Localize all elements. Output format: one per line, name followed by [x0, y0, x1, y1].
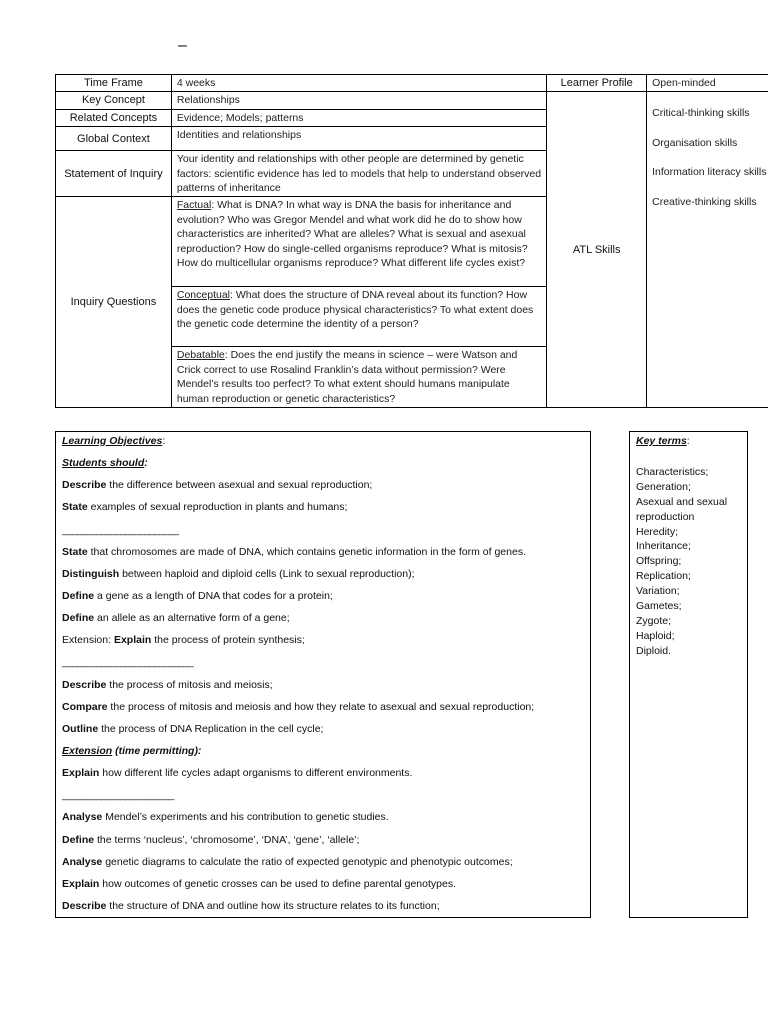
objective-item: Describe the process of mitosis and meiosis; — [62, 678, 273, 691]
key-term-item: Variation; — [636, 585, 680, 598]
students-should-heading: Students should: — [62, 457, 148, 470]
key-terms-heading: Key terms: — [636, 435, 690, 447]
extension-heading: Extension (time permitting): — [62, 744, 202, 757]
statement-of-inquiry-label: Statement of Inquiry — [56, 151, 172, 197]
section-separator: _______________________ — [62, 789, 174, 802]
key-term-item: Offspring; — [636, 555, 682, 568]
factual-text: : What is DNA? In what way is DNA the basis for inheritance and evolution? Who was Gregor Mendel and what work did he do to show how characteristics are inherited? What are alleles? What is sexual and asexual reproduction? How do single-celled organisms reproduce? What is mitosis? How do multicellular organisms reproduce? What different life cycles exist? — [176, 199, 528, 270]
key-term-item: Heredity; — [636, 525, 679, 538]
objective-item: Explain how different life cycles adapt organisms to different environments. — [62, 767, 413, 780]
key-term-item: Inheritance; — [636, 540, 691, 553]
objective-item: Outline the process of DNA Replication in the cell cycle; — [62, 722, 324, 735]
key-term-item: Characteristics; — [636, 465, 709, 478]
debatable-question-cell — [171, 347, 546, 408]
key-terms-box — [629, 431, 748, 918]
key-term-item: reproduction — [636, 510, 695, 523]
header-dash: – — [178, 37, 187, 54]
atl-skill-item: Organisation skills — [652, 136, 738, 149]
learner-profile-label: Learner Profile — [547, 75, 647, 92]
section-separator: ________________________ — [62, 523, 179, 536]
key-term-item: Zygote; — [636, 614, 672, 627]
section-separator: ___________________________ — [62, 656, 193, 669]
objective-item: Analyse Mendel’s experiments and his contribution to genetic studies. — [62, 811, 389, 824]
key-term-item: Replication; — [636, 570, 691, 583]
inquiry-questions-label: Inquiry Questions — [56, 197, 172, 408]
objective-item: Analyse genetic diagrams to calculate the ratio of expected genotypic and phenotypic outcomes; — [62, 855, 513, 868]
global-context-value: Identities and relationships — [171, 127, 546, 151]
learning-objectives-box — [55, 431, 591, 918]
atl-skills-cell — [647, 92, 768, 408]
unit-planner-table — [55, 74, 768, 408]
objective-item: Define an allele as an alternative form of a gene; — [62, 612, 290, 625]
learner-profile-value: Open-minded — [647, 75, 768, 92]
objective-item: Define the terms ‘nucleus’, ‘chromosome’, ‘DNA’, ‘gene’, ‘allele’; — [62, 833, 360, 846]
objective-item: Define a gene as a length of DNA that codes for a protein; — [62, 589, 333, 602]
time-frame-label: Time Frame — [56, 75, 172, 92]
conceptual-text: : What does the structure of DNA reveal about its function? How does the genetic code produce physical characteristics? To what extent does the genetic code determine the identity of a person? — [176, 289, 534, 331]
objective-item: State that chromosomes are made of DNA, which contains genetic information in the form of genes. — [62, 545, 526, 558]
atl-skill-item: Creative-thinking skills — [652, 195, 757, 208]
statement-of-inquiry-value: Your identity and relationships with other people are determined by genetic factors: scientific evidence has led to models that help to understand observed patterns of inheritance — [171, 151, 546, 197]
conceptual-question-cell — [171, 287, 546, 347]
objective-item: Extension: Explain the process of protein synthesis; — [62, 634, 305, 647]
atl-skills-label: ATL Skills — [547, 92, 647, 408]
conceptual-label: Conceptual — [176, 289, 230, 302]
key-term-item: Asexual and sexual — [636, 495, 728, 508]
debatable-label: Debatable — [176, 349, 225, 362]
atl-skill-item: Critical-thinking skills — [652, 107, 750, 120]
key-concept-value: Relationships — [171, 92, 546, 109]
key-term-item: Gametes; — [636, 600, 682, 613]
learning-objectives-heading: Learning Objectives: — [62, 435, 166, 447]
debatable-text: : Does the end justify the means in science – were Watson and Crick correct to use Rosalind Franklin’s data without permission? Were Mendel’s results too perfect? To what extent should humans manipulate human reproduction or genetic characteristics? — [176, 349, 518, 405]
key-term-item: Haploid; — [636, 629, 675, 642]
related-concepts-label: Related Concepts — [56, 109, 172, 126]
objective-item: Compare the process of mitosis and meiosis and how they relate to asexual and sexual reproduction; — [62, 700, 535, 713]
factual-question-cell — [171, 197, 546, 287]
time-frame-value: 4 weeks — [171, 75, 546, 92]
atl-skill-item: Information literacy skills — [652, 166, 767, 179]
objective-item: Describe the difference between asexual and sexual reproduction; — [62, 479, 373, 492]
objective-item: Explain how outcomes of genetic crosses can be used to define parental genotypes. — [62, 877, 457, 890]
key-concept-label: Key Concept — [56, 92, 172, 109]
related-concepts-value: Evidence; Models; patterns — [171, 109, 546, 126]
global-context-label: Global Context — [56, 127, 172, 151]
key-term-item: Diploid. — [636, 644, 672, 657]
key-term-item: Generation; — [636, 480, 691, 493]
objective-item: Describe the structure of DNA and outline how its structure relates to its function; — [62, 899, 440, 912]
factual-label: Factual — [176, 199, 212, 212]
objective-item: State examples of sexual reproduction in plants and humans; — [62, 501, 348, 514]
objective-item: Distinguish between haploid and diploid cells (Link to sexual reproduction); — [62, 567, 415, 580]
